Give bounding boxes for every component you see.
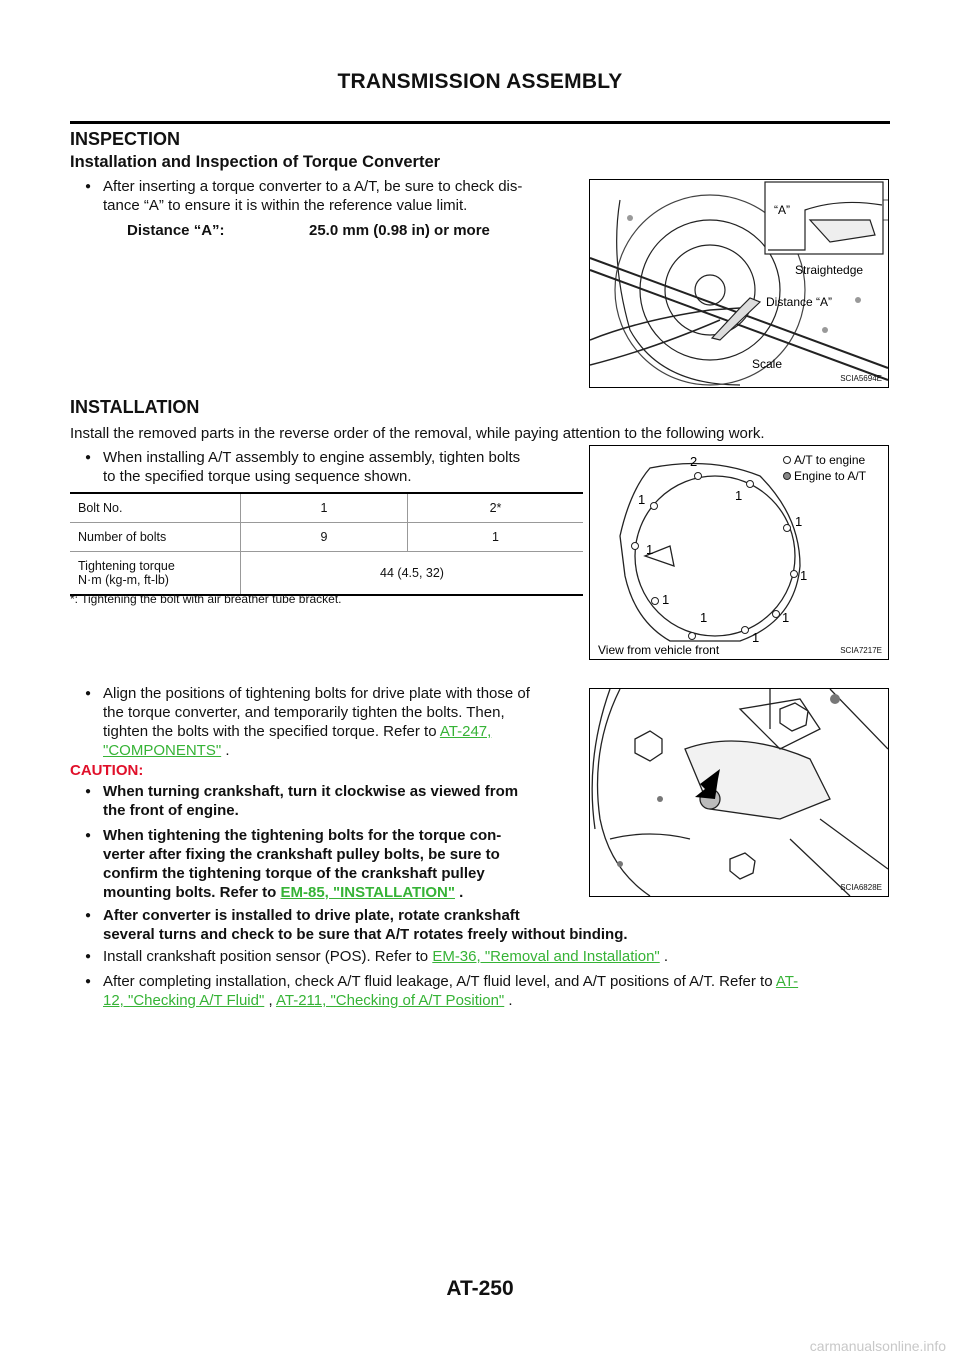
- text-span: .: [504, 992, 513, 1009]
- text-line: ● After converter is installed to drive plate, rotate crankshaft: [103, 907, 520, 924]
- installation-intro: Install the removed parts in the reverse order of the removal, while paying attention to the following work.: [70, 425, 765, 442]
- inspection-heading: INSPECTION: [70, 129, 181, 149]
- bolt-number: 1: [646, 542, 654, 557]
- text-line: [103, 883, 577, 902]
- tightening-spec-table: [70, 492, 583, 596]
- text-line: [103, 722, 577, 741]
- text-line: [103, 972, 893, 991]
- text-line: the torque converter, and temporarily tighten the bolts. Then,: [103, 704, 505, 721]
- link-components[interactable]: "COMPONENTS": [103, 742, 222, 759]
- table-cell: 9: [241, 523, 408, 552]
- text-line: ● Align the positions of tightening bolts for drive plate with those of: [103, 685, 530, 702]
- table-row: [70, 494, 583, 523]
- bolt-number: 1: [700, 610, 708, 625]
- torque-converter-figure: [589, 179, 889, 388]
- inspection-subheading: Installation and Inspection of Torque Converter: [70, 153, 441, 171]
- bolt-number: 1: [735, 488, 743, 503]
- label-scale: Scale: [752, 357, 783, 371]
- figure-code: SCIA7217E: [840, 646, 882, 655]
- text-span: .: [221, 742, 230, 759]
- table-row: [70, 552, 583, 595]
- installation-bullet-4: [103, 972, 893, 1010]
- label-a: “A”: [774, 203, 790, 217]
- caution-label: CAUTION:: [70, 762, 144, 779]
- bolt-number: 1: [795, 514, 803, 529]
- legend-at-to-engine: A/T to engine: [794, 453, 866, 467]
- text-line: Tightening torque: [78, 559, 175, 573]
- installation-heading: INSTALLATION: [70, 397, 200, 417]
- text-line: the front of engine.: [103, 802, 239, 819]
- text-line: tance “A” to ensure it is within the reference value limit.: [103, 197, 468, 214]
- text-line: ● When tightening the tightening bolts for the torque con-: [103, 827, 502, 844]
- text-line: [103, 991, 893, 1010]
- text-span: mounting bolts. Refer to: [103, 884, 281, 901]
- text-line: verter after fixing the crankshaft pulley bolts, be sure to: [103, 846, 500, 863]
- table-cell: Bolt No.: [70, 494, 241, 523]
- table-row: [70, 523, 583, 552]
- text-line: [103, 741, 577, 760]
- caution-item-3: [103, 906, 893, 944]
- bolt-number: 1: [662, 592, 670, 607]
- table-cell: [70, 552, 241, 595]
- text-line: ● When installing A/T assembly to engine assembly, tighten bolts: [103, 449, 521, 466]
- text-span: After completing installation, check A/T fluid leakage, A/T fluid level, and A/T positions of A/T. Refer to: [103, 973, 776, 990]
- link-em-36[interactable]: EM-36, "Removal and Installation": [432, 948, 660, 965]
- installation-bullet-2: [103, 684, 577, 760]
- caution-item-1: [103, 782, 577, 820]
- distance-spec-label: Distance “A”:: [127, 222, 225, 239]
- installation-bullet-1: [103, 448, 577, 486]
- torque-converter-illustration: [590, 180, 888, 387]
- page-number: AT-250: [446, 1277, 514, 1300]
- text-span: ,: [264, 992, 276, 1009]
- bolt-number: 1: [800, 568, 808, 583]
- label-distance-a: Distance “A”: [766, 295, 833, 309]
- watermark: carmanualsonline.info: [809, 1338, 946, 1354]
- bolt-number: 1: [752, 630, 760, 645]
- link-at-12-cont[interactable]: 12, "Checking A/T Fluid": [103, 992, 265, 1009]
- bolt-number: 2: [690, 454, 698, 469]
- link-at-247[interactable]: AT-247,: [439, 723, 492, 740]
- legend-marker-icon: [784, 457, 791, 464]
- text-span: .: [455, 884, 464, 901]
- caution-item-2: [103, 826, 577, 902]
- bolt-number: 1: [638, 492, 646, 507]
- text-span: tighten the bolts with the specified torque. Refer to: [103, 723, 437, 740]
- text-line: to the specified torque using sequence shown.: [103, 468, 412, 485]
- bolt-sequence-figure: [589, 445, 889, 660]
- legend-marker-icon: [784, 473, 791, 480]
- drive-plate-illustration: [590, 689, 888, 896]
- table-cell: 1: [241, 494, 408, 523]
- link-em-85[interactable]: EM-85, "INSTALLATION": [280, 884, 455, 901]
- table-cell: 1: [408, 523, 584, 552]
- text-line: N·m (kg-m, ft-lb): [78, 573, 169, 587]
- text-span: Install crankshaft position sensor (POS). Refer to: [103, 948, 433, 965]
- installation-bullet-3: [103, 947, 893, 966]
- bolt-number: 1: [782, 610, 790, 625]
- table-cell: 44 (4.5, 32): [241, 552, 584, 595]
- label-straightedge: Straightedge: [795, 263, 864, 277]
- bolt-sequence-illustration: [590, 446, 888, 659]
- legend-engine-to-at: Engine to A/T: [794, 469, 867, 483]
- table-footnote: *: Tightening the bolt with air breather tube bracket.: [70, 592, 342, 606]
- header-rule: [70, 121, 890, 124]
- page-title: TRANSMISSION ASSEMBLY: [337, 70, 623, 93]
- text-line: confirm the tightening torque of the crankshaft pulley: [103, 865, 485, 882]
- text-span: .: [659, 948, 669, 965]
- figure-code: SCIA6828E: [840, 883, 882, 892]
- figure-caption: View from vehicle front: [598, 643, 720, 657]
- link-at-12[interactable]: AT-: [775, 973, 799, 990]
- text-line: ● When turning crankshaft, turn it clockwise as viewed from: [103, 783, 519, 800]
- figure-code: SCIA5694E: [840, 374, 882, 383]
- inspection-bullet: [103, 177, 577, 215]
- link-at-211[interactable]: AT-211, "Checking of A/T Position": [275, 992, 505, 1009]
- text-line: several turns and check to be sure that A/T rotates freely without binding.: [103, 926, 628, 943]
- table-cell: Number of bolts: [70, 523, 241, 552]
- text-line: ● After inserting a torque converter to a A/T, be sure to check dis-: [103, 178, 523, 195]
- distance-spec-value: 25.0 mm (0.98 in) or more: [309, 222, 490, 239]
- drive-plate-figure: [589, 688, 889, 897]
- table-cell: 2*: [408, 494, 584, 523]
